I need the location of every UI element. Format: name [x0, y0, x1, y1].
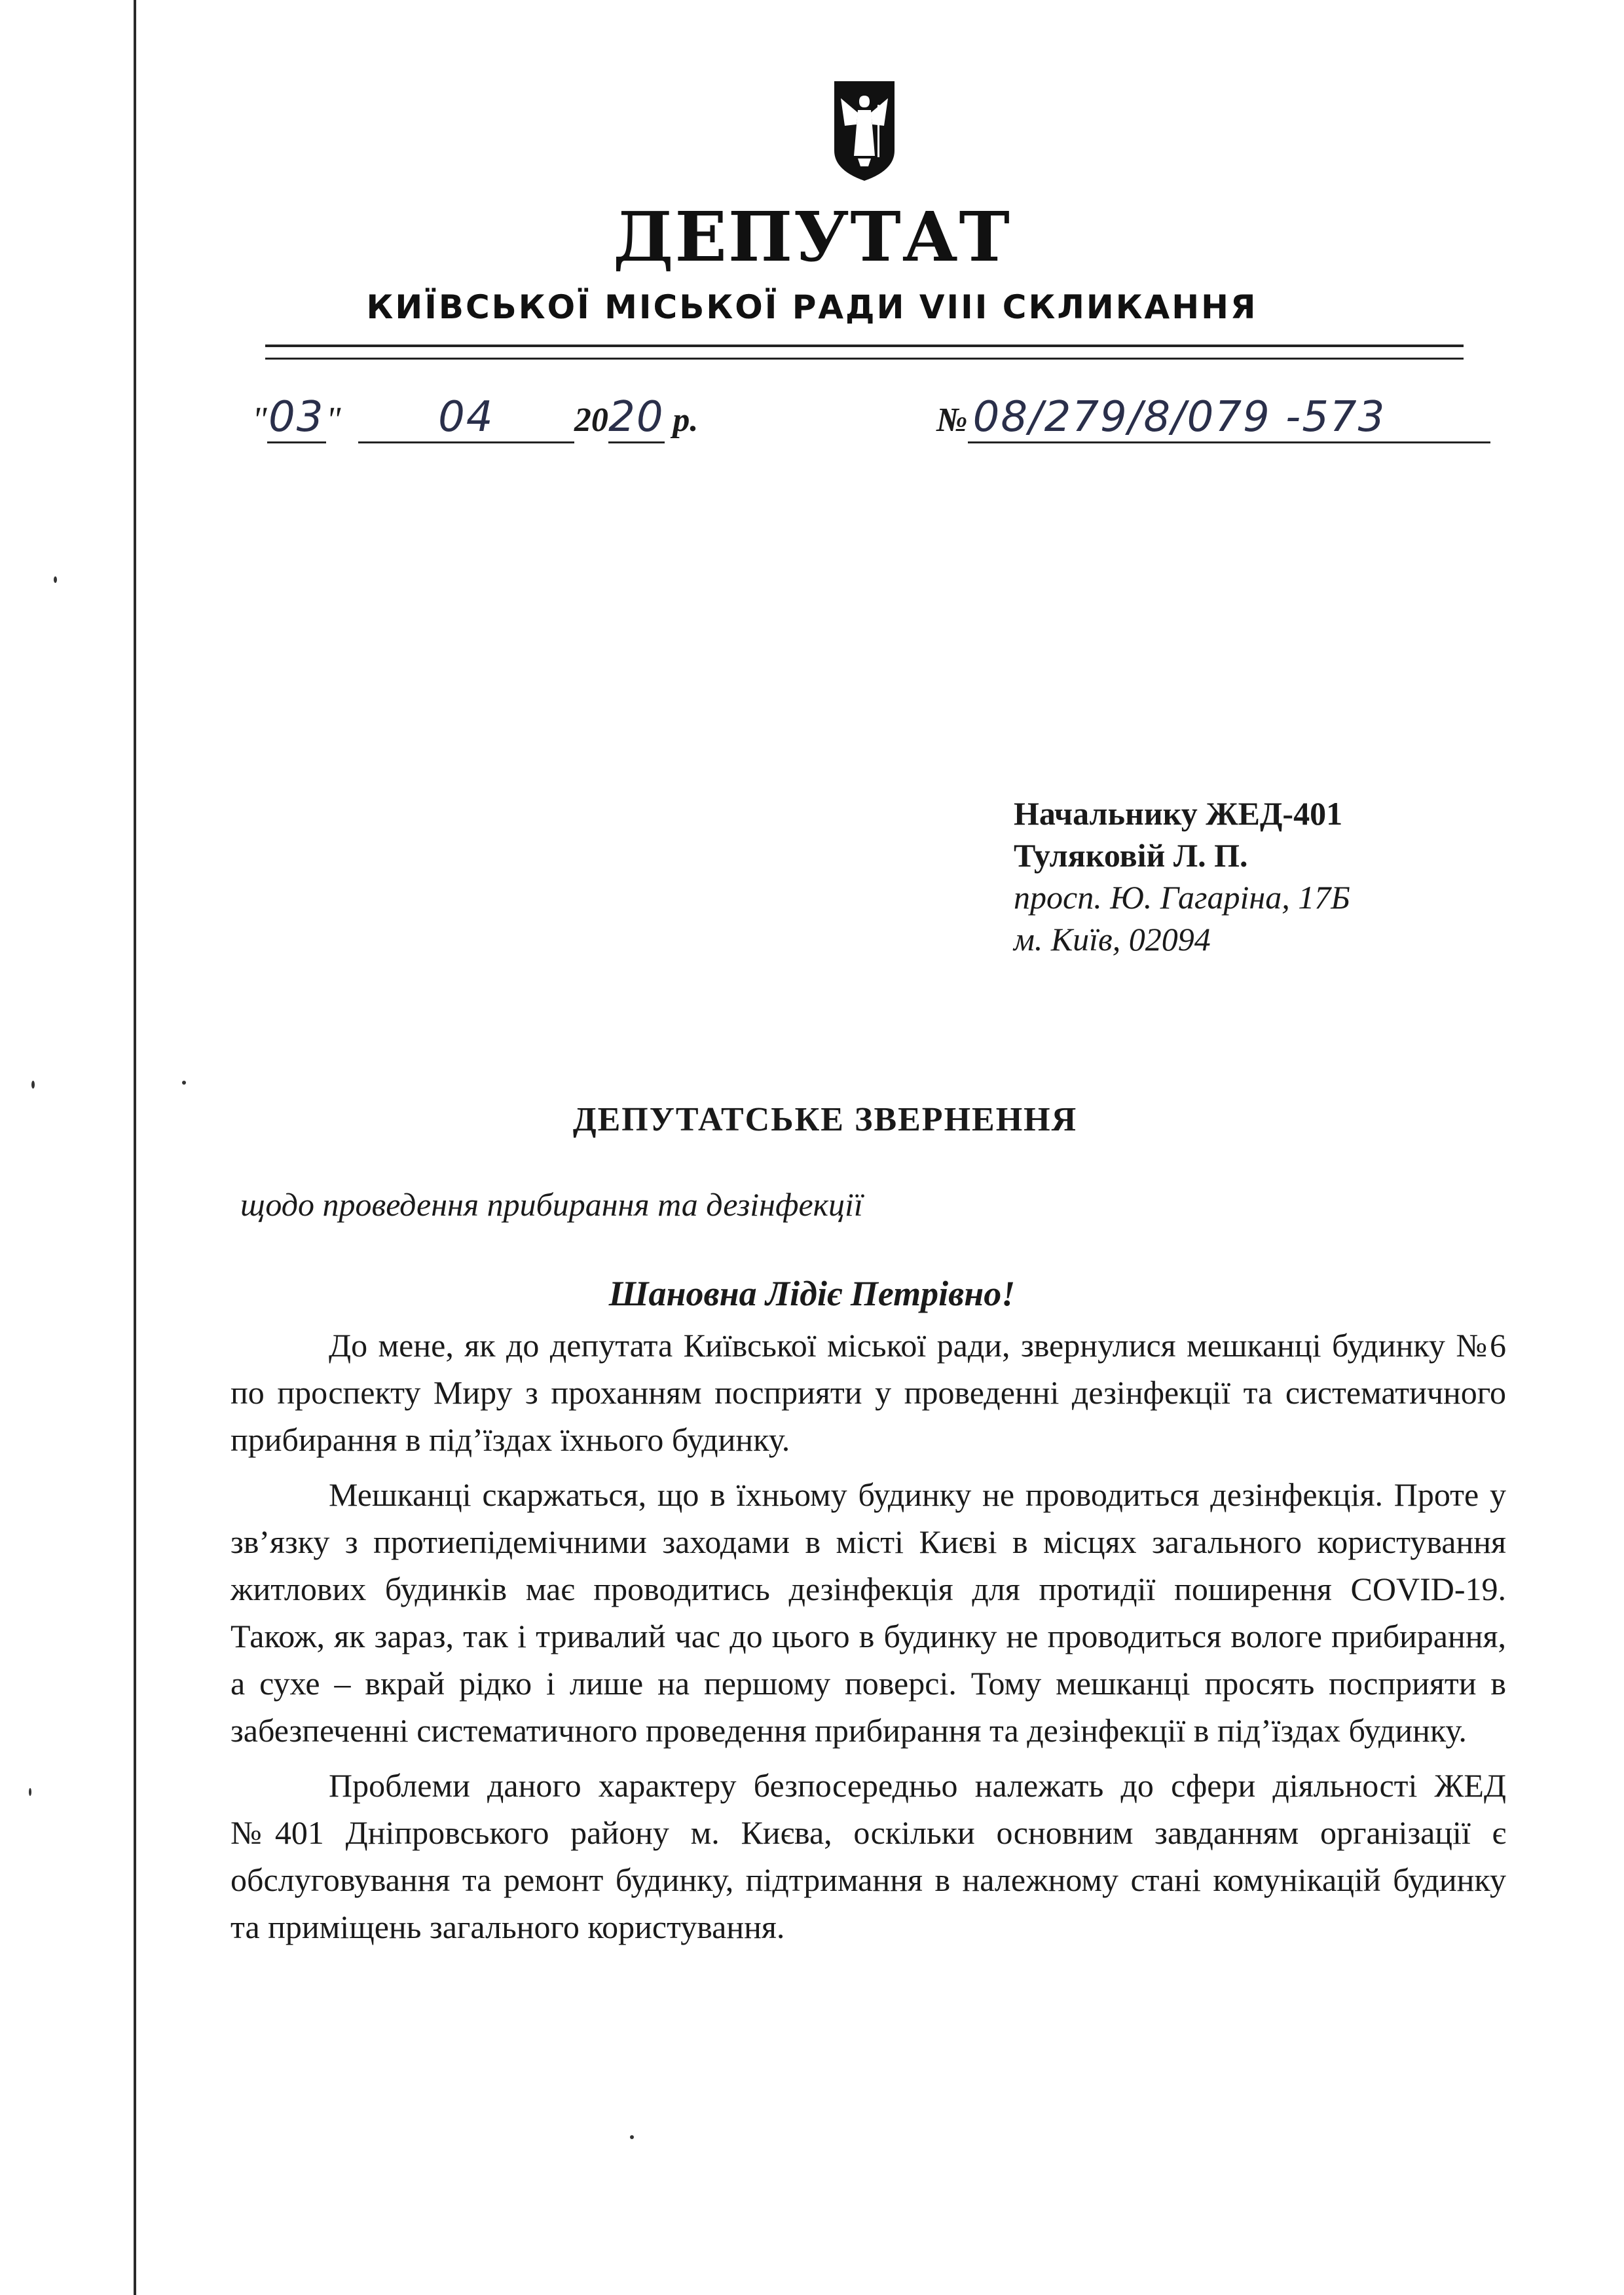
body-paragraph: Проблеми даного характеру безпосередньо належать до сфери діяльності ЖЕД №401 Дніпровського району м. Києва, оскільки основним завданням організації є обслуговування та ремонт будинку, підтримання в належному стані комунікацій будинку та приміщень загального користування. — [231, 1767, 1506, 1945]
document-date: "03" 04 2020 р. — [252, 393, 698, 443]
number-label: № — [936, 401, 968, 439]
date-year-mark: р. — [673, 401, 699, 439]
scan-speck — [54, 576, 57, 583]
salutation: Шановна Лідіє Петрівно! — [608, 1274, 1016, 1313]
addressee-name: Туляковій Л. П. — [1014, 837, 1248, 874]
date-month: 04 — [358, 393, 574, 443]
date-year-prefix: 20 — [574, 401, 608, 439]
addressee-city: м. Київ, 02094 — [1014, 921, 1211, 958]
letterhead-subtitle: КИЇВСЬКОЇ МІСЬКОЇ РАДИ VIII СКЛИКАННЯ — [366, 288, 1258, 326]
date-day: 03 — [267, 393, 326, 443]
document-title: ДЕПУТАТСЬКЕ ЗВЕРНЕННЯ — [572, 1101, 1078, 1138]
body-paragraph: До мене, як до депутата Київської міської ради, звернулися мешканці будинку №6 по проспекту Миру з проханням посприяти у проведенні дезінфекції та систематичного прибирання в під’їздах їхнього будинку. — [231, 1327, 1506, 1458]
addressee-position: Начальнику ЖЕД-401 — [1014, 795, 1343, 832]
document-subject: щодо проведення прибирання та дезінфекції — [240, 1186, 863, 1223]
letterhead-rule — [265, 358, 1464, 360]
addressee-street: просп. Ю. Гагаріна, 17Б — [1014, 879, 1350, 916]
letterhead-title: ДЕПУТАТ — [613, 196, 1011, 277]
scan-speck — [31, 1081, 35, 1089]
date-year-suffix: 20 — [608, 393, 665, 443]
document-number — [936, 393, 1490, 443]
page-margin-line — [134, 0, 136, 2295]
addressee-block — [1014, 793, 1350, 960]
letter-body — [231, 1322, 1506, 1958]
kyiv-coat-of-arms-icon — [832, 79, 897, 183]
body-paragraph: Мешканці скаржаться, що в їхньому будинку не проводиться дезінфекція. Проте у зв’язку з протиепідемічними заходами в місті Києві в місцях загального користування житлових будинків має проводитись дезінфекція для протидії поширення COVID-19. Також, як зараз, так і тривалий час до цього в будинку не проводиться вологе прибирання, а сухе – вкрай рідко і лише на першому поверсі. Тому мешканці просять посприяти в забезпеченні систематичного проведення прибирання та дезінфекції в під’їздах будинку. — [231, 1476, 1506, 1749]
letterhead-rule — [265, 345, 1464, 347]
scan-speck — [182, 1081, 186, 1085]
scan-speck — [630, 2135, 634, 2139]
number-value: 08/279/8/079 -573 — [968, 393, 1490, 443]
scan-speck — [29, 1788, 31, 1796]
